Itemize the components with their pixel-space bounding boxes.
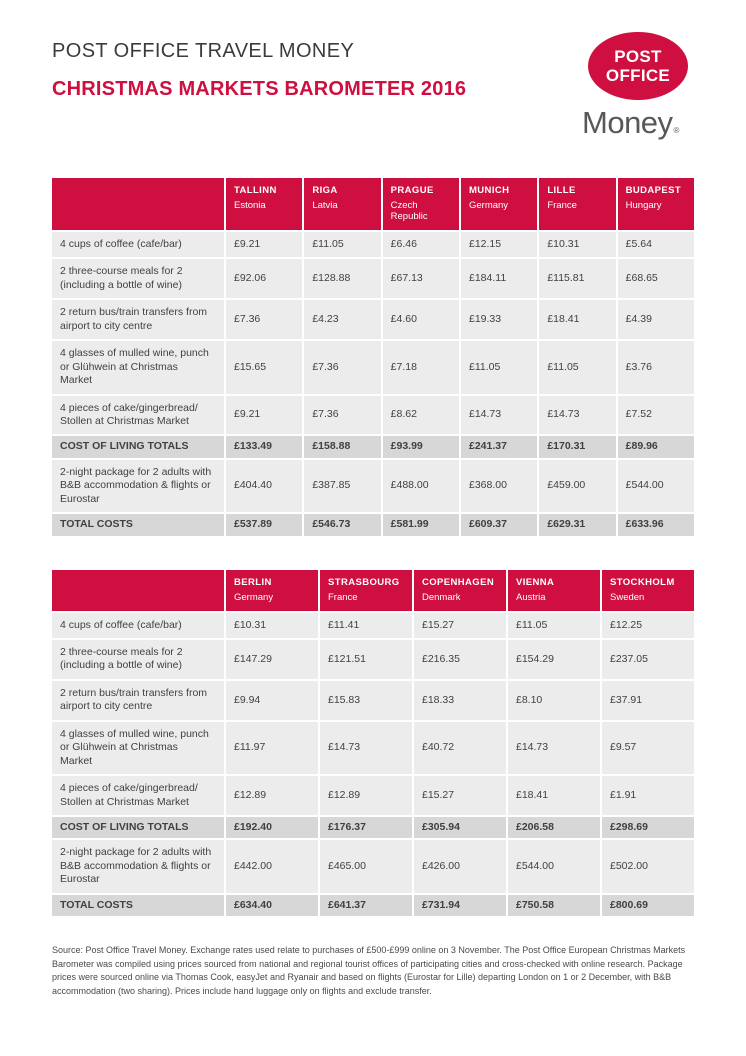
price-cell: £14.73: [508, 722, 600, 774]
city-name: STRASBOURG: [328, 576, 400, 588]
source-note: Source: Post Office Travel Money. Exchange rates used relate to purchases of £500-£999 online on 3 November. The Post Office European Christmas Markets Barometer was compiled using prices sourced from national and regional tourist offices of participating cities and cross-checked with online research. Package prices were sourced online via Thomas Cook, easyJet and Ryanair and based on flights (Eurostar for Lille) departing London on 1 or 2 December, with B&B accommodation (two sharing). Prices include hand luggage only on flights and exclude transfer.: [52, 945, 686, 996]
column-header-budapest: [618, 178, 694, 230]
city-name: LILLE: [547, 185, 576, 196]
country-name: Germany: [234, 591, 274, 603]
country-name: Germany: [468, 200, 509, 211]
tables-host: [52, 176, 694, 918]
price-cell: £19.33: [461, 300, 537, 339]
price-cell: £502.00: [602, 840, 694, 892]
price-cell: £12.15: [461, 232, 537, 257]
price-cell: £18.33: [414, 681, 506, 720]
doc-subtitle: CHRISTMAS MARKETS BAROMETER 2016: [52, 78, 467, 100]
price-cell: £11.97: [226, 722, 318, 774]
row-label: 2-night package for 2 adults with B&B accommodation & flights or Eurostar: [52, 460, 224, 512]
price-cell: £9.21: [226, 232, 302, 257]
price-cell: £404.40: [226, 460, 302, 512]
price-cell: £633.96: [618, 514, 694, 535]
price-cell: £37.91: [602, 681, 694, 720]
price-cell: £176.37: [320, 817, 412, 838]
price-cell: £634.40: [226, 895, 318, 916]
price-cell: £15.83: [320, 681, 412, 720]
price-cell: £216.35: [414, 640, 506, 679]
city-name: STOCKHOLM: [610, 576, 675, 588]
price-cell: £12.25: [602, 613, 694, 638]
price-cell: £10.31: [226, 613, 318, 638]
price-cell: £4.60: [383, 300, 459, 339]
table-row: [52, 640, 694, 679]
price-cell: £537.89: [226, 514, 302, 535]
price-cell: £609.37: [461, 514, 537, 535]
column-header-vienna: [508, 570, 600, 611]
row-label: 2 three-course meals for 2 (including a bottle of wine): [52, 259, 224, 298]
barometer-table-1: [50, 176, 696, 538]
city-name: BUDAPEST: [625, 185, 682, 196]
table-row: [52, 259, 694, 298]
price-cell: £128.88: [304, 259, 380, 298]
column-header-prague: [383, 178, 459, 230]
price-cell: £9.21: [226, 396, 302, 435]
table-row: [52, 895, 694, 916]
price-cell: £7.18: [383, 341, 459, 393]
price-cell: £8.10: [508, 681, 600, 720]
table-row: [52, 436, 694, 457]
price-cell: £750.58: [508, 895, 600, 916]
row-label: 2 return bus/train transfers from airport to city centre: [52, 300, 224, 339]
row-label: 4 cups of coffee (cafe/bar): [52, 613, 224, 638]
table-row: [52, 722, 694, 774]
price-cell: £15.27: [414, 613, 506, 638]
price-cell: £7.52: [618, 396, 694, 435]
price-cell: £465.00: [320, 840, 412, 892]
country-name: Denmark: [422, 591, 461, 603]
price-cell: £9.57: [602, 722, 694, 774]
price-cell: £14.73: [461, 396, 537, 435]
row-label: 4 glasses of mulled wine, punch or Glühwein at Christmas Market: [52, 722, 224, 774]
price-cell: £68.65: [618, 259, 694, 298]
money-wordmark: [582, 105, 694, 141]
price-cell: £11.05: [461, 341, 537, 393]
column-header-stockholm: [602, 570, 694, 611]
price-cell: £11.05: [539, 341, 615, 393]
country-name: France: [328, 591, 358, 603]
price-cell: £800.69: [602, 895, 694, 916]
price-cell: £9.94: [226, 681, 318, 720]
row-label: 4 glasses of mulled wine, punch or Glühwein at Christmas Market: [52, 341, 224, 393]
price-cell: £731.94: [414, 895, 506, 916]
price-cell: £544.00: [618, 460, 694, 512]
price-cell: £3.76: [618, 341, 694, 393]
country-name: Estonia: [234, 200, 266, 211]
row-label: 4 cups of coffee (cafe/bar): [52, 232, 224, 257]
row-label: 2-night package for 2 adults with B&B accommodation & flights or Eurostar: [52, 840, 224, 892]
table-row: [52, 776, 694, 815]
price-cell: £184.11: [461, 259, 537, 298]
table-row: [52, 817, 694, 838]
logo-line-post: POST: [614, 46, 662, 66]
column-header-berlin: [226, 570, 318, 611]
table-row: [52, 232, 694, 257]
column-header-tallinn: [226, 178, 302, 230]
country-name: Sweden: [610, 591, 645, 603]
city-name: MUNICH: [468, 185, 510, 196]
city-name: COPENHAGEN: [422, 576, 495, 588]
price-cell: £641.37: [320, 895, 412, 916]
city-name: VIENNA: [516, 576, 555, 588]
price-cell: £15.27: [414, 776, 506, 815]
price-cell: £67.13: [383, 259, 459, 298]
price-cell: £7.36: [304, 396, 380, 435]
page-header: [52, 30, 694, 172]
price-cell: £93.99: [383, 436, 459, 457]
row-label: COST OF LIVING TOTALS: [52, 436, 224, 457]
city-name: BERLIN: [234, 576, 272, 588]
price-cell: £581.99: [383, 514, 459, 535]
table-row: [52, 300, 694, 339]
price-cell: £18.41: [508, 776, 600, 815]
price-cell: £488.00: [383, 460, 459, 512]
price-cell: £442.00: [226, 840, 318, 892]
price-cell: £158.88: [304, 436, 380, 457]
row-label: TOTAL COSTS: [52, 895, 224, 916]
price-cell: £1.91: [602, 776, 694, 815]
price-cell: £12.89: [320, 776, 412, 815]
price-cell: £7.36: [226, 300, 302, 339]
post-office-money-logo: [582, 32, 694, 141]
row-label: 2 three-course meals for 2 (including a bottle of wine): [52, 640, 224, 679]
doc-title: POST OFFICE TRAVEL MONEY: [52, 40, 355, 62]
price-cell: £5.64: [618, 232, 694, 257]
price-cell: £4.23: [304, 300, 380, 339]
country-name: Hungary: [625, 200, 662, 211]
price-cell: £206.58: [508, 817, 600, 838]
column-header-lille: [539, 178, 615, 230]
corner-header-cell: [52, 178, 224, 230]
price-cell: £237.05: [602, 640, 694, 679]
title-block: [52, 30, 466, 101]
price-cell: £298.69: [602, 817, 694, 838]
country-name: Austria: [516, 591, 546, 603]
price-cell: £12.89: [226, 776, 318, 815]
price-cell: £629.31: [539, 514, 615, 535]
price-cell: £133.49: [226, 436, 302, 457]
country-name: Czech Republic: [390, 200, 428, 222]
price-cell: £426.00: [414, 840, 506, 892]
country-name: Latvia: [312, 200, 338, 211]
price-cell: £4.39: [618, 300, 694, 339]
table-row: [52, 514, 694, 535]
column-header-copenhagen: [414, 570, 506, 611]
price-cell: £11.05: [508, 613, 600, 638]
price-cell: £154.29: [508, 640, 600, 679]
price-cell: £8.62: [383, 396, 459, 435]
price-cell: £11.05: [304, 232, 380, 257]
price-cell: £10.31: [539, 232, 615, 257]
post-office-oval-logo: [588, 32, 688, 100]
row-label: 4 pieces of cake/gingerbread/ Stollen at Christmas Market: [52, 396, 224, 435]
city-name: TALLINN: [234, 185, 277, 196]
price-cell: £15.65: [226, 341, 302, 393]
table-row: [52, 460, 694, 512]
price-cell: £115.81: [539, 259, 615, 298]
price-cell: £40.72: [414, 722, 506, 774]
country-name: France: [547, 200, 577, 211]
row-label: COST OF LIVING TOTALS: [52, 817, 224, 838]
price-cell: £241.37: [461, 436, 537, 457]
registered-trademark-symbol: ®: [673, 126, 679, 135]
city-name: PRAGUE: [390, 185, 434, 196]
city-name: RIGA: [312, 185, 338, 196]
price-cell: £6.46: [383, 232, 459, 257]
corner-header-cell: [52, 570, 224, 611]
price-cell: £387.85: [304, 460, 380, 512]
money-text: Money: [582, 105, 673, 140]
price-cell: £192.40: [226, 817, 318, 838]
price-cell: £89.96: [618, 436, 694, 457]
price-cell: £14.73: [539, 396, 615, 435]
row-label: TOTAL COSTS: [52, 514, 224, 535]
price-cell: £92.06: [226, 259, 302, 298]
barometer-table-2: [50, 568, 696, 919]
price-cell: £121.51: [320, 640, 412, 679]
price-cell: £544.00: [508, 840, 600, 892]
price-cell: £459.00: [539, 460, 615, 512]
price-cell: £170.31: [539, 436, 615, 457]
price-cell: £147.29: [226, 640, 318, 679]
table-row: [52, 396, 694, 435]
price-cell: £7.36: [304, 341, 380, 393]
row-label: 4 pieces of cake/gingerbread/ Stollen at Christmas Market: [52, 776, 224, 815]
price-cell: £546.73: [304, 514, 380, 535]
table-row: [52, 341, 694, 393]
logo-line-office: OFFICE: [605, 66, 671, 85]
price-cell: £368.00: [461, 460, 537, 512]
column-header-riga: [304, 178, 380, 230]
price-cell: £305.94: [414, 817, 506, 838]
price-cell: £18.41: [539, 300, 615, 339]
table-row: [52, 681, 694, 720]
column-header-munich: [461, 178, 537, 230]
price-cell: £11.41: [320, 613, 412, 638]
price-cell: £14.73: [320, 722, 412, 774]
table-row: [52, 613, 694, 638]
column-header-strasbourg: [320, 570, 412, 611]
row-label: 2 return bus/train transfers from airport to city centre: [52, 681, 224, 720]
table-row: [52, 840, 694, 892]
